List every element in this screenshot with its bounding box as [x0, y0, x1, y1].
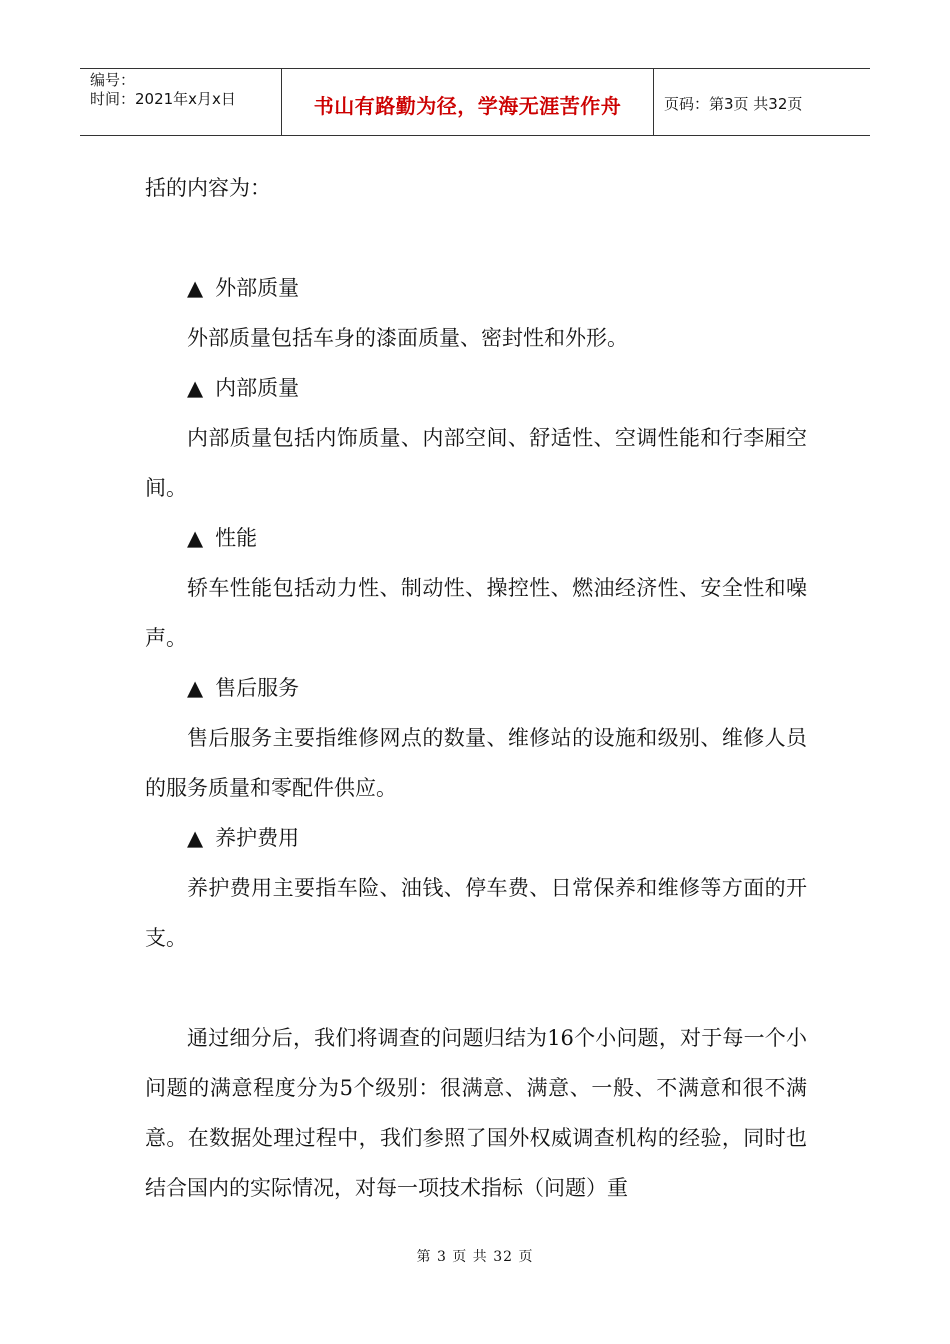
section-heading [145, 663, 807, 713]
time-label: 时间：2021年x月x日 [90, 90, 236, 108]
header-meta [80, 69, 282, 135]
intro-text: 括的内容为： [145, 176, 271, 200]
triangle-bullet-icon: ▲ [187, 826, 204, 850]
spacer [145, 963, 807, 1013]
triangle-bullet-icon: ▲ [187, 676, 204, 700]
triangle-bullet-icon: ▲ [187, 526, 204, 550]
section-title: 外部质量 [215, 276, 300, 300]
section-body: 售后服务主要指维修网点的数量、维修站的设施和级别、维修人员的服务质量和零配件供应。 [145, 726, 807, 800]
section-heading [145, 363, 807, 413]
section-title: 养护费用 [215, 826, 300, 850]
triangle-bullet-icon: ▲ [187, 376, 204, 400]
section-body: 外部质量包括车身的漆面质量、密封性和外形。 [187, 326, 628, 350]
header-page-label: 页码：第3页 共32页 [664, 94, 803, 113]
header-motto: 书山有路勤为径，学海无涯苦作舟 [282, 69, 654, 135]
section-title: 售后服务 [215, 676, 300, 700]
document-header [80, 68, 870, 136]
page-footer: 第 3 页 共 32 页 [416, 1249, 534, 1265]
spacer [145, 213, 807, 263]
section-body: 轿车性能包括动力性、制动性、操控性、燃油经济性、安全性和噪声。 [145, 576, 807, 650]
closing-paragraph: 通过细分后，我们将调查的问题归结为16个小问题，对于每一个小问题的满意程度分为5个级别：很满意、满意、一般、不满意和很不满意。在数据处理过程中，我们参照了国外权威调查机构的经验，同时也结合国内的实际情况，对每一项技术指标（问题）重 [145, 1026, 807, 1200]
section-title: 性能 [215, 526, 258, 550]
section-heading [145, 513, 807, 563]
triangle-bullet-icon: ▲ [187, 276, 204, 300]
section-heading [145, 263, 807, 313]
section-body: 内部质量包括内饰质量、内部空间、舒适性、空调性能和行李厢空间。 [145, 426, 807, 500]
section-title: 内部质量 [215, 376, 300, 400]
section-heading [145, 813, 807, 863]
document-body [145, 163, 807, 1213]
number-label: 编号： [90, 71, 136, 89]
section-body: 养护费用主要指车险、油钱、停车费、日常保养和维修等方面的开支。 [145, 876, 807, 950]
